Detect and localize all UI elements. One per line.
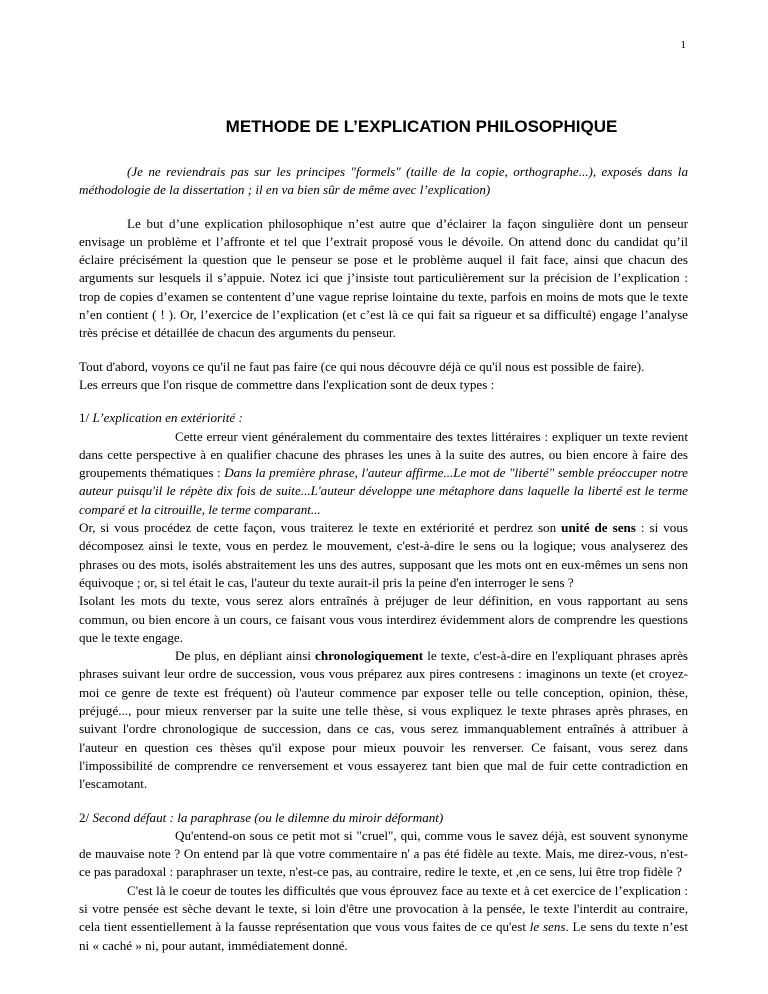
section-1-para-2-text-a: Or, si vous procédez de cette façon, vous traiterez le texte en extériorité et perdrez son <box>79 520 562 536</box>
page-number: 1 <box>680 39 686 51</box>
paragraph-first-of-all: Tout d'abord, voyons ce qu'il ne faut pas faire (ce qui nous découvre déjà ce qu'il nous est possible de faire). <box>79 358 645 374</box>
section-1-title: L’explication en extériorité : <box>92 410 243 426</box>
document-body <box>79 163 688 955</box>
emphasis-le-sens: le sens <box>529 919 566 935</box>
section-1-para-4-text-b: le texte, c'est-à-dire en l'expliquant phrases après phrases suivant leur ordre de succession, vous vous préparez aux pires contresens : imaginons un texte (et croyez-moi ce genre de texte est fréquent) où l'auteur commence par exposer telle ou telle conception, opinion, thèse, préjugé..., pour mieux renverser par la suite une telle thèse, si vous expliquez le texte phrases après phrases, en suivant l'ordre chronologique de succession, dans ce cas, vous serez immanquablement entraînés à attribuer à l'auteur en question ces thèses qu'il expose pour mieux pouvoir les renverser. Ce faisant, vous serez dans l'impossibilité de comprendre ce renversement et vous essayerez tant bien que mal de fuir cette contradiction en l'escamotant. <box>79 648 688 792</box>
section-2-para-2-text-a: C'est là le coeur de toutes les difficultés que vous éprouvez face au texte et à cet exercice de l’explication : si votre pensée est sèche devant le texte, si loin d'être une provocation à la pensée, le texte l'interdit au contraire, cela tient essentiellement à la fausse représentation que vous vous faites de ce qu'est <box>79 882 688 935</box>
document-title: METHODE DE L’EXPLICATION PHILOSOPHIQUE <box>225 117 618 136</box>
section-1-para-2-text-b: : si vous décomposez ainsi le texte, vous en perdez le mouvement, c'est-à-dire le sens ou la logique; vous analyserez des phrases ou des mots, isolés abstraitement les uns des autres, supposant que les mots ont en eux-mêmes un sens non équivoque ; or, si tel était le cas, l'auteur du texte aurait-il pris la peine d'en interroger le sens ? <box>79 520 688 590</box>
section-2-title: Second défaut : la paraphrase (ou le dilemne du miroir déformant) <box>92 809 444 825</box>
section-1-para-1 <box>79 428 688 519</box>
section-1-heading <box>79 409 688 427</box>
section-2-number: 2/ <box>79 809 90 825</box>
section-2-para-2 <box>79 882 688 955</box>
section-1-para-4 <box>79 647 688 793</box>
section-1-para-3: Isolant les mots du texte, vous serez alors entraînés à préjuger de leur définition, en vous rapportant au sens commun, ou bien encore à un cours, ce faisant vous vous interdirez évidemment alors de comprendre les questions que le texte engage. <box>79 593 688 645</box>
emphasis-chronologiquement: chronologiquement <box>315 648 424 664</box>
intro-note: (Je ne reviendrais pas sur les principes "formels" (taille de la copie, orthographe...), exposés dans la méthodologie de la dissertation ; il en va bien sûr de même avec l’explication) <box>79 164 688 198</box>
section-1-example-quote: Dans la première phrase, l'auteur affirme...Le mot de "liberté" semble préoccuper notre auteur puisqu'il le répète dix fois de suite...L'auteur développe une métaphore dans laquelle la liberté est le terme comparé et la citrouille, le terme comparant... <box>79 465 688 517</box>
section-2-para-1: Qu'entend-on sous ce petit mot si "cruel", qui, comme vous le savez déjà, est souvent synonyme de mauvaise note ? On entend par là que votre commentaire n' a pas été fidèle au texte. Mais, me direz-vous, n'est-ce pas paradoxal : paraphraser un texte, n'est-ce pas, au contraire, redire le texte, et ,en ce sens, lui être trop fidèle ? <box>79 827 688 880</box>
section-1-para-4-text-a: De plus, en dépliant ainsi <box>175 648 316 664</box>
paragraph-purpose: Le but d’une explication philosophique n’est autre que d’éclairer la façon singulière dont un penseur envisage un problème et l’affronte et tel que l’extrait proposé vous le dévoile. On attend donc du candidat qu’il éclaire précisément la question que le penseur se pose et le problème auquel il fait face, ainsi que chacun des arguments sur lesquels il s’appuie. Notez ici que j’insiste tout particulièrement sur la précision de l’explication : trop de copies d’examen se contentent d’une vague reprise lointaine du texte, parfois en moins de mots que le texte n’en contient ( ! ). Or, l’exercice de l’explication (et c’est là ce qui fait sa rigueur et sa difficulté) engage l’analyse très précise et détaillée de chacun des arguments du penseur. <box>79 215 688 341</box>
paragraph-error-types: Les erreurs que l'on risque de commettre dans l'explication sont de deux types : <box>79 376 495 392</box>
section-1-number: 1/ <box>79 410 90 426</box>
section-2-heading <box>79 809 688 827</box>
section-1-para-2 <box>79 519 688 592</box>
section-1-para-1-text: Cette erreur vient généralement du commentaire des textes littéraires : expliquer un texte revient dans cette perspective à en qualifier chacune des phrases les unes à la suite des autres, ou bien encore à faire des groupements thématiques : <box>79 428 688 481</box>
emphasis-unite-de-sens: unité de sens <box>561 520 636 536</box>
section-2-para-2-text-b: . Le sens du texte n’est ni « caché » ni, pour autant, immédiatement donné. <box>79 919 688 953</box>
